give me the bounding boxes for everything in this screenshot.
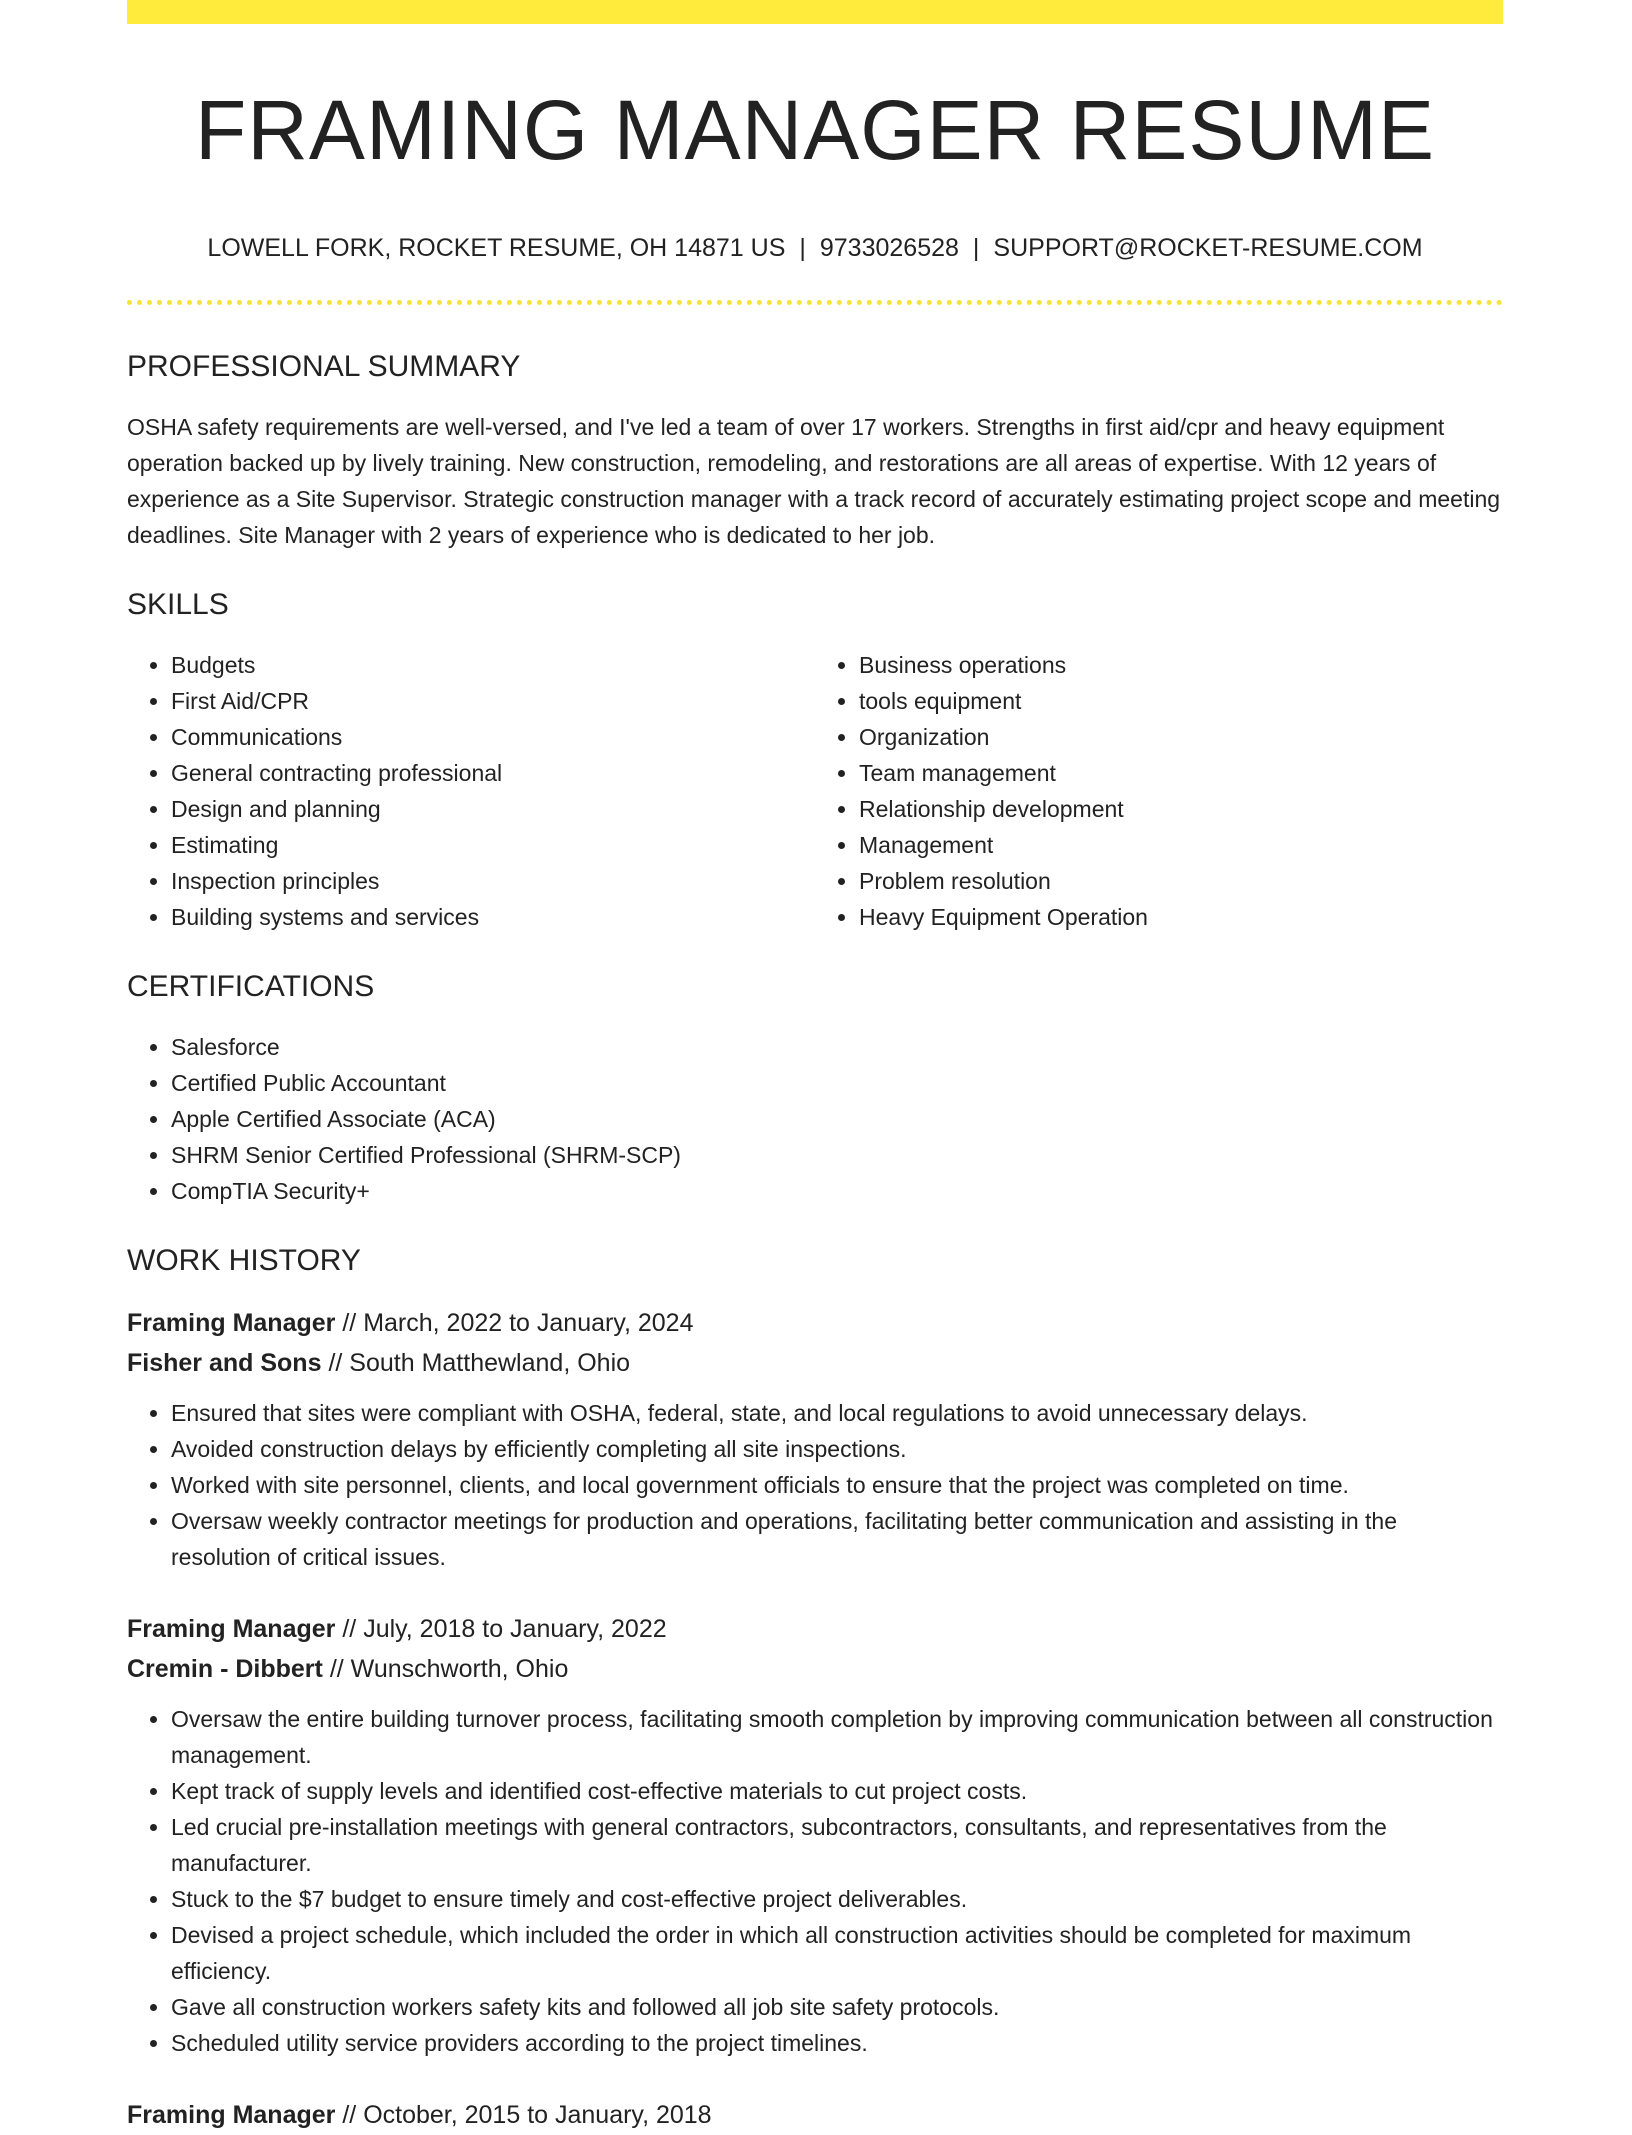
skill-item: • Estimating — [171, 827, 815, 863]
job-location: Wunschworth, Ohio — [350, 1655, 569, 1683]
certification-item: • Certified Public Accountant — [171, 1065, 1503, 1101]
job-dates: July, 2018 to January, 2022 — [363, 1615, 667, 1643]
skill-item: • Management — [859, 827, 1503, 863]
contact-line — [127, 232, 1503, 264]
job-bullet: • Oversaw the entire building turnover process, facilitating smooth completion by improving communication between all construction management. — [171, 1701, 1503, 1773]
certification-item: • SHRM Senior Certified Professional (SHRM-SCP) — [171, 1137, 1503, 1173]
job-divider: // — [342, 1309, 357, 1337]
contact-separator: | — [799, 234, 806, 262]
skill-item: • Budgets — [171, 647, 815, 683]
certification-item: • Apple Certified Associate (ACA) — [171, 1101, 1503, 1137]
skill-item: • Inspection principles — [171, 863, 815, 899]
job-title: Framing Manager — [127, 1615, 336, 1643]
contact-address: LOWELL FORK, ROCKET RESUME, OH 14871 US — [207, 234, 786, 262]
certifications-heading: CERTIFICATIONS — [127, 970, 375, 1003]
skill-item: • Communications — [171, 719, 815, 755]
skill-item: • Team management — [859, 755, 1503, 791]
skill-item: • Organization — [859, 719, 1503, 755]
skills-heading: SKILLS — [127, 588, 229, 621]
job-title-line — [127, 1609, 1503, 1649]
job-bullet: • Kept track of supply levels and identified cost-effective materials to cut project costs. — [171, 1773, 1503, 1809]
dotted-divider — [127, 300, 1503, 305]
job-bullet: • Led crucial pre-installation meetings with general contractors, subcontractors, consultants, and representatives from the manufacturer. — [171, 1809, 1503, 1881]
job-bullet: • Scheduled utility service providers according to the project timelines. — [171, 2025, 1503, 2061]
job-company-line — [127, 1649, 1503, 1689]
job-bullet: • Gave all construction workers safety kits and followed all job site safety protocols. — [171, 1989, 1503, 2025]
job-location: South Matthewland, Ohio — [349, 1349, 631, 1377]
job-title: Framing Manager — [127, 2101, 336, 2129]
skill-item: • Building systems and services — [171, 899, 815, 935]
job-title: Framing Manager — [127, 1309, 336, 1337]
job-entry — [127, 1303, 1503, 1575]
job-bullets — [127, 1395, 1503, 1575]
skill-item: • tools equipment — [859, 683, 1503, 719]
certification-item: • Salesforce — [171, 1029, 1503, 1065]
skills-grid — [127, 647, 1503, 935]
certifications-list — [127, 1029, 1503, 1209]
job-bullet: • Oversaw weekly contractor meetings for production and operations, facilitating better communication and assisting in the resolution of critical issues. — [171, 1503, 1503, 1575]
skill-item: • First Aid/CPR — [171, 683, 815, 719]
skill-item: • Problem resolution — [859, 863, 1503, 899]
job-entry — [127, 2095, 1503, 2135]
job-entry — [127, 1609, 1503, 2061]
job-dates: March, 2022 to January, 2024 — [363, 1309, 694, 1337]
skills-list-left — [127, 647, 815, 935]
summary-text: OSHA safety requirements are well-versed, and I've led a team of over 17 workers. Strengths in first aid/cpr and heavy equipment operation backed up by lively training. New construction, remodeling, and restorations are all areas of expertise. With 12 years of experience as a Site Supervisor. Strategic construction manager with a track record of accurately estimating project scope and meeting deadlines. Site Manager with 2 years of experience who is dedicated to her job. — [127, 414, 1501, 548]
job-bullet: • Avoided construction delays by efficiently completing all site inspections. — [171, 1431, 1503, 1467]
job-bullets — [127, 1701, 1503, 2061]
skill-item: • Design and planning — [171, 791, 815, 827]
contact-email: SUPPORT@ROCKET-RESUME.COM — [993, 234, 1423, 262]
skill-item: • General contracting professional — [171, 755, 815, 791]
contact-phone: 9733026528 — [819, 234, 959, 262]
job-company: Cremin - Dibbert — [127, 1655, 323, 1683]
job-company: Fisher and Sons — [127, 1349, 322, 1377]
job-divider: // — [342, 1615, 357, 1643]
certification-item: • CompTIA Security+ — [171, 1173, 1503, 1209]
resume-title: FRAMING MANAGER RESUME — [194, 83, 1436, 177]
job-title-line — [127, 1303, 1503, 1343]
skill-item: • Relationship development — [859, 791, 1503, 827]
skill-item: • Heavy Equipment Operation — [859, 899, 1503, 935]
job-divider: // — [328, 1349, 343, 1377]
job-divider: // — [329, 1655, 344, 1683]
job-bullet: • Devised a project schedule, which included the order in which all construction activities should be completed for maximum efficiency. — [171, 1917, 1503, 1989]
job-divider: // — [342, 2101, 357, 2129]
summary-heading: PROFESSIONAL SUMMARY — [127, 350, 521, 383]
job-bullet: • Ensured that sites were compliant with OSHA, federal, state, and local regulations to avoid unnecessary delays. — [171, 1395, 1503, 1431]
work-history-heading: WORK HISTORY — [127, 1244, 361, 1277]
job-company-line — [127, 1343, 1503, 1383]
resume-content — [127, 0, 1503, 2135]
job-dates: October, 2015 to January, 2018 — [363, 2101, 712, 2129]
job-bullet: • Stuck to the $7 budget to ensure timely and cost-effective project deliverables. — [171, 1881, 1503, 1917]
skill-item: • Business operations — [859, 647, 1503, 683]
contact-separator: | — [972, 234, 980, 262]
skills-list-right — [815, 647, 1503, 935]
job-bullet: • Worked with site personnel, clients, and local government officials to ensure that the project was completed on time. — [171, 1467, 1503, 1503]
job-title-line — [127, 2095, 1503, 2135]
